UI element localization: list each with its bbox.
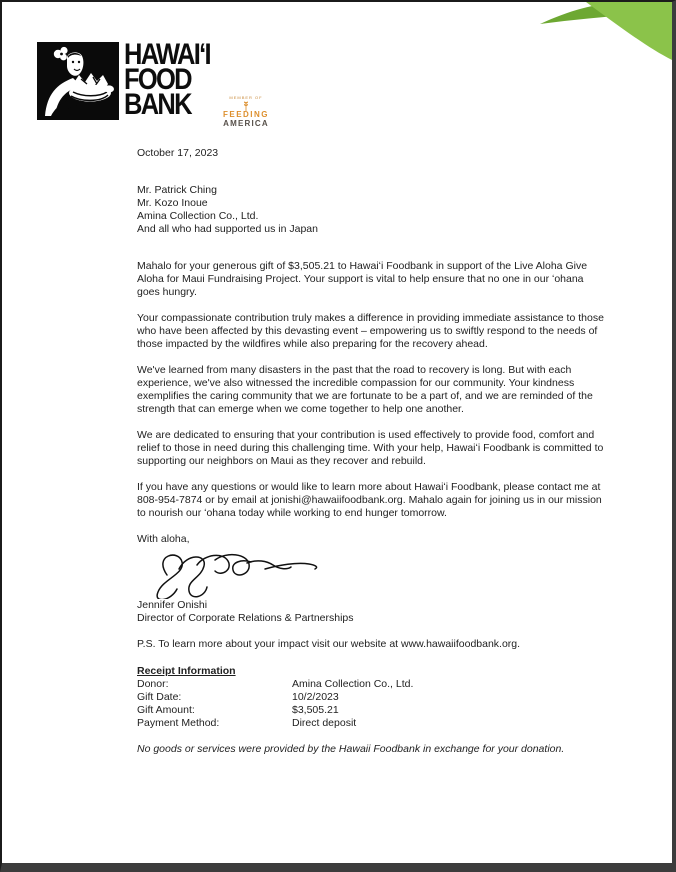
letter-date: October 17, 2023 (137, 147, 219, 159)
feeding-america-line1: FEEDING (222, 110, 270, 119)
paragraph-gift-thanks: Mahalo for your generous gift of $3,505.21 to Hawaiʻi Foodbank in support of the Live Aloha Give Aloha for Maui Fundraising Project. Your support is vital to help ensure that no one in our ʻohana goes hungry. (137, 260, 588, 298)
feeding-america-line2: AMERICA (223, 119, 269, 128)
receipt-label: Gift Amount: (137, 704, 195, 716)
letter-body (137, 147, 609, 756)
receipt-section (137, 665, 609, 756)
recipient-block (137, 184, 609, 236)
receipt-row-payment-method (137, 717, 609, 730)
foodbank-logo-woman-icon (37, 42, 119, 120)
signature-block (137, 599, 609, 625)
receipt-label: Gift Date: (137, 691, 182, 703)
receipt-label: Payment Method: (137, 717, 220, 729)
receipt-value: 10/2/2023 (292, 691, 339, 703)
green-corner-swoosh-icon (500, 2, 672, 70)
signature-image (139, 549, 324, 599)
paragraph-dedication: We are dedicated to ensuring that your contribution is used effectively to provide food, comfort and relief to those in need during this challenging time. With your help, Hawaiʻi Foodbank is committed to supporting our neighbors on Maui as they recover and rebuild. (137, 429, 604, 467)
receipt-label: Donor: (137, 678, 169, 690)
recipient-line: Amina Collection Co., Ltd. (137, 210, 259, 222)
feeding-america-logo (218, 96, 274, 128)
logo-line-bank: BANK (124, 88, 191, 121)
receipt-value: Direct deposit (292, 717, 357, 729)
recipient-line: And all who had supported us in Japan (137, 223, 318, 235)
receipt-heading: Receipt Information (137, 665, 236, 677)
paragraph-contact: If you have any questions or would like to learn more about Hawaiʻi Foodbank, please contact me at 808-954-7874 or by email at jonishi@hawaiifoodbank.org. Mahalo again for joining us in our mission to nourish our ʻohana today while working to end hunger tomorrow. (137, 481, 602, 519)
hawaii-foodbank-logo (37, 38, 225, 121)
paragraph-recovery: We've learned from many disasters in the past that the road to recovery is long. But with each experience, we've also witnessed the incredible compassion for our community. Your kindness exemplifies the caring community that we are fortunate to be a part of, and we are reminded of the strength that can emerge when we come together to help one another. (137, 364, 593, 415)
feeding-america-eyebrow: MEMBER OF (229, 95, 263, 100)
paragraph-contribution-impact: Your compassionate contribution truly makes a difference in providing immediate assistance to those who have been affected by this devasting event – empowering us to swiftly respond to the needs of those impacted by the wildfires while also preparing for the recovery ahead. (137, 312, 604, 350)
receipt-disclaimer: No goods or services were provided by the Hawaii Foodbank in exchange for your donation. (137, 743, 565, 755)
receipt-value: Amina Collection Co., Ltd. (292, 678, 414, 690)
ps-line: P.S. To learn more about your impact visit our website at www.hawaiifoodbank.org. (137, 638, 521, 650)
signer-name: Jennifer Onishi (137, 599, 208, 611)
receipt-value: $3,505.21 (292, 704, 339, 716)
signer-title: Director of Corporate Relations & Partnerships (137, 612, 354, 624)
receipt-row-gift-date (137, 691, 609, 704)
foodbank-logo-wordmark (124, 38, 210, 121)
receipt-row-donor (137, 678, 609, 691)
receipt-row-gift-amount (137, 704, 609, 717)
recipient-line: Mr. Kozo Inoue (137, 197, 208, 209)
logo-line-hawaii: HAWAIʻI (124, 38, 210, 71)
logo-line-food: FOOD (124, 63, 191, 96)
recipient-line: Mr. Patrick Ching (137, 184, 217, 196)
closing-salutation: With aloha, (137, 533, 190, 545)
